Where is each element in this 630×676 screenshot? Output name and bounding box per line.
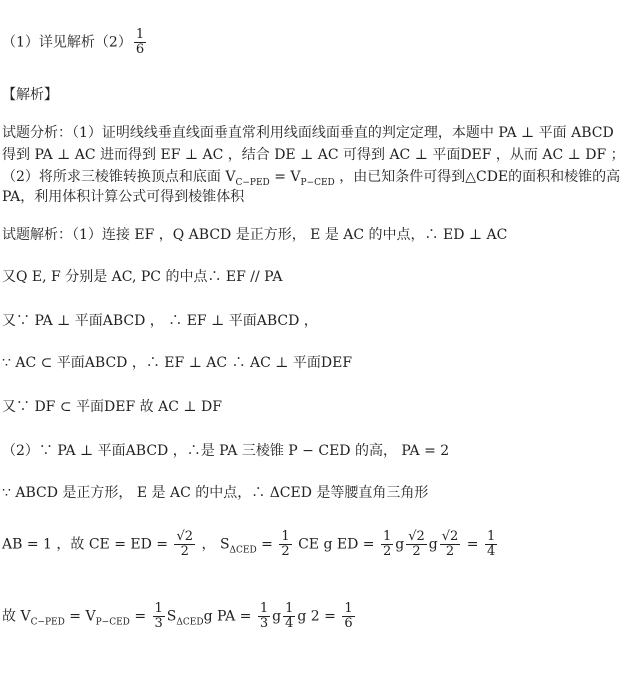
solution-line-6: （2）∵ PA ⊥ 平面ABCD ，∴是 PA 三棱锥 P − CED 的高， PA = 2 xyxy=(2,443,450,459)
answer-fraction: $\frac{1}{6}$ xyxy=(135,27,145,57)
fraction: $\frac{1}{6}$ xyxy=(344,601,353,631)
solution-line-2: 又Q E, F 分别是 AC, PC 的中点∴ EF // PA xyxy=(2,269,283,285)
fraction: $\frac{1}{4}$ xyxy=(285,601,294,631)
solution-line-9: 故 $V_{C-PED} = V_{P-CED}$ = $\frac{1}{3}$ $S_{\Delta CED}g$ PA = $\frac{1}{3}$ g $\frac{1}{4}$ g 2 = $\frac{1}{6}$ xyxy=(2,601,353,631)
answer-line xyxy=(2,28,148,57)
solution-line-8: AB = 1 ，故 CE = ED = $\frac{√2}{2}$ ， $S_{\Delta CED}$ = $\frac{1}{2}$ CE g ED = $\frac{1}{2}$ g $\frac{√2}{2}$ g $\frac{√2}{2}$ = $\frac{1}{4}$ xyxy=(2,529,496,559)
fraction: $\frac{√2}{2}$ xyxy=(441,529,459,559)
fraction: $\frac{√2}{2}$ xyxy=(176,529,194,559)
analysis-line-1: 试题分析：（1）证明线线垂直线面垂直常利用线面线面垂直的判定定理，本题中 PA ⊥ 平面 ABCD xyxy=(2,125,614,141)
solution-line-3: 又∵ PA ⊥ 平面ABCD ， ∴ EF ⊥ 平面ABCD ， xyxy=(2,313,318,329)
fraction: $\frac{1}{3}$ xyxy=(154,601,163,631)
section-title: 【解析】 xyxy=(2,87,58,103)
analysis-line-2: 得到 PA ⊥ AC 进而得到 EF ⊥ AC ，结合 DE ⊥ AC 可得到 AC ⊥ 平面DEF ，从而 AC ⊥ DF ； xyxy=(2,147,625,163)
solution-line-4: ∵ AC ⊂ 平面ABCD ，∴ EF ⊥ AC ∴ AC ⊥ 平面DEF xyxy=(2,355,353,371)
solution-line-5: 又∵ DF ⊂ 平面DEF 故 AC ⊥ DF xyxy=(2,399,222,415)
fraction: $\frac{1}{4}$ xyxy=(486,529,496,559)
fraction: $\frac{1}{2}$ xyxy=(382,529,392,559)
fraction: $\frac{1}{3}$ xyxy=(259,601,269,631)
solution-line-1: 试题解析：（1）连接 EF ，Q ABCD 是正方形， E 是 AC 的中点，∴ ED ⊥ AC xyxy=(2,227,508,243)
fraction: $\frac{√2}{2}$ xyxy=(408,529,425,559)
fraction: $\frac{1}{2}$ xyxy=(281,529,290,559)
analysis-line-4: PA，利用体积计算公式可得到棱锥体积 xyxy=(2,189,245,205)
analysis-line-3: （2）将所求三棱锥转换顶点和底面 $V_{C-PED} = V_{P-CED}$ ，由已知条件可得到△CDE的面积和棱锥的高 xyxy=(2,169,621,188)
solution-line-7: ∵ ABCD 是正方形， E 是 AC 的中点，∴ ΔCED 是等腰直角三角形 xyxy=(2,485,429,501)
answer-text: （1）详见解析（2） xyxy=(2,34,132,51)
